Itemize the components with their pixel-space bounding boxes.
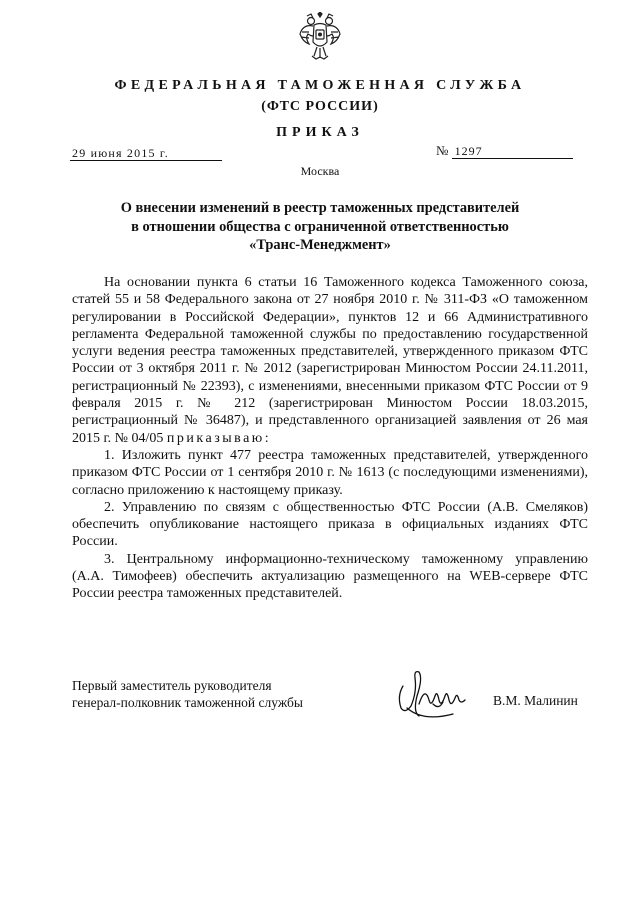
order-item-2: 2. Управлению по связям с общественностью ФТС России (А.В. Смеляков) обеспечить опубликование настоящего приказа в официальных изданиях ФТС России.: [72, 499, 588, 550]
subject-line-3: «Транс-Менеджмент»: [249, 237, 391, 253]
signatory-position: [72, 677, 303, 711]
subject-line-2: в отношении общества с ограниченной ответственностью: [131, 218, 509, 235]
document-type-title: ПРИКАЗ: [276, 125, 364, 140]
subject-line-1: О внесении изменений в реестр таможенных представителей: [120, 200, 520, 216]
agency-short-name: (ФТС РОССИИ): [261, 99, 379, 114]
body-intro-paragraph: [72, 274, 588, 447]
order-item-1: 1. Изложить пункт 477 реестра таможенных представителей, утвержденного приказом ФТС России от 1 сентября 2010 г. № 1613 (с последующими изменениями), согласно приложению к настоящему приказу.: [72, 447, 588, 498]
order-body: [72, 274, 588, 603]
order-item-3: 3. Центральному информационно-техническому таможенному управлению (А.А. Тимофеев) обеспечить актуализацию размещенного на WEB-сервере ФТС России реестра таможенных представителей.: [72, 551, 588, 602]
order-date: 29 июня 2015 г.: [70, 146, 222, 161]
handwritten-signature-icon: [393, 656, 475, 734]
order-number: [436, 143, 573, 159]
order-number-value: 1297: [452, 144, 573, 159]
signatory-name: В.М. Малинин: [493, 693, 578, 708]
agency-name: ФЕДЕРАЛЬНАЯ ТАМОЖЕННАЯ СЛУЖБА: [114, 78, 526, 93]
signatory-position-line-2: генерал-полковник таможенной службы: [72, 695, 303, 710]
order-number-label: №: [436, 143, 449, 158]
order-word: приказываю:: [166, 430, 272, 446]
double-headed-eagle-emblem-icon: [299, 12, 341, 62]
body-intro-text: На основании пункта 6 статьи 16 Таможенного кодекса Таможенного союза, статей 55 и 58 Федерального закона от 27 ноября 2010 г. № 311-ФЗ «О таможенном регулировании в Российской Федерации», пунктов 12 и 66 Административного регламента Федеральной таможенной службы по предоставлению государственной услуги ведения реестра таможенных представителей, утвержденного приказом ФТС России от 3 октября 2011 г. № 2012 (зарегистрирован Минюстом России 24.11.2011, регистрационный № 22393), с изменениями, внесенными приказом ФТС России от 9 февраля 2015 г. № 212 (зарегистрирован Минюстом России 18.03.2015, регистрационный № 36487), и представленного организацией заявления от 26 мая 2015 г. № 04/05: [72, 275, 588, 446]
city: Москва: [300, 164, 340, 178]
order-subject: [60, 199, 580, 255]
signatory-position-line-1: Первый заместитель руководителя: [72, 678, 272, 693]
